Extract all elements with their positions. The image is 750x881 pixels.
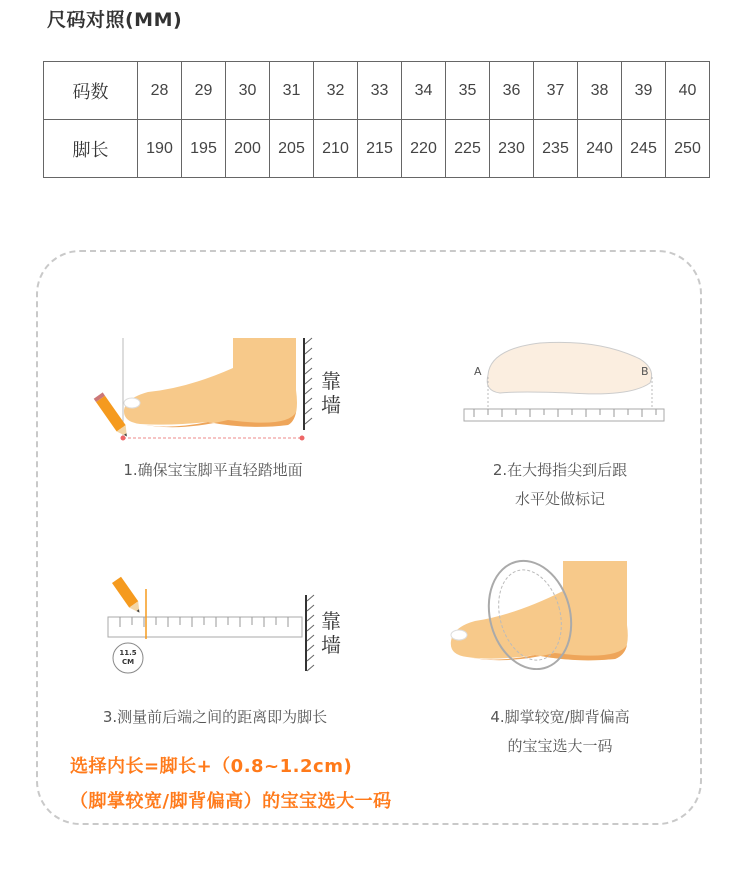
table-cell: 210 [314,120,358,178]
table-cell: 32 [314,62,358,120]
point-b-label: B [641,365,649,378]
step4-caption [445,703,675,761]
table-cell: 38 [578,62,622,120]
step4-caption-line1: 4.脚掌较宽/脚背偏高 [490,708,630,726]
table-cell: 37 [534,62,578,120]
step4-caption-line2: 的宝宝选大一码 [507,737,613,755]
wall-label-step3: 靠墙 [321,609,341,657]
inner-length-formula: 选择内长=脚长+（0.8~1.2cm) [70,756,353,777]
table-cell: 190 [138,120,182,178]
measure-value: 11.5 [119,649,137,657]
step3-caption [70,703,360,732]
table-cell: 230 [490,120,534,178]
wide-foot-note: （脚掌较宽/脚背偏高）的宝宝选大一码 [70,791,392,812]
table-cell: 34 [402,62,446,120]
step1-foot-wall-illustration [88,330,348,450]
wall-label-step1: 靠墙 [321,369,341,417]
row-header-size: 码数 [44,62,138,120]
table-row-foot-length [44,120,710,178]
step2-caption-line1: 2.在大拇指尖到后跟 [492,461,628,479]
table-cell: 205 [270,120,314,178]
step1-caption-line: 1.确保宝宝脚平直轻踏地面 [123,461,303,479]
row-header-foot-length: 脚长 [44,120,138,178]
step2-caption [445,456,675,514]
table-cell: 28 [138,62,182,120]
step3-caption-line: 3.测量前后端之间的距离即为脚长 [102,708,328,726]
table-cell: 215 [358,120,402,178]
table-cell: 36 [490,62,534,120]
table-cell: 40 [666,62,710,120]
step2-caption-line2: 水平处做标记 [514,490,605,508]
size-chart-table [43,61,710,178]
table-cell: 245 [622,120,666,178]
table-cell: 200 [226,120,270,178]
table-cell: 30 [226,62,270,120]
table-cell: 220 [402,120,446,178]
table-cell: 31 [270,62,314,120]
table-cell: 29 [182,62,226,120]
table-row-size [44,62,710,120]
measure-readout [118,649,138,667]
table-cell: 33 [358,62,402,120]
step1-caption [88,456,338,485]
step4-wide-foot-illustration [445,555,645,670]
table-cell: 195 [182,120,226,178]
table-cell: 250 [666,120,710,178]
table-cell: 235 [534,120,578,178]
table-cell: 240 [578,120,622,178]
table-cell: 225 [446,120,490,178]
table-cell: 35 [446,62,490,120]
step2-foot-outline-illustration [460,335,670,430]
measure-unit: CM [121,658,135,666]
point-a-label: A [474,365,482,378]
page-title: 尺码对照(MM) [47,9,183,31]
table-cell: 39 [622,62,666,120]
